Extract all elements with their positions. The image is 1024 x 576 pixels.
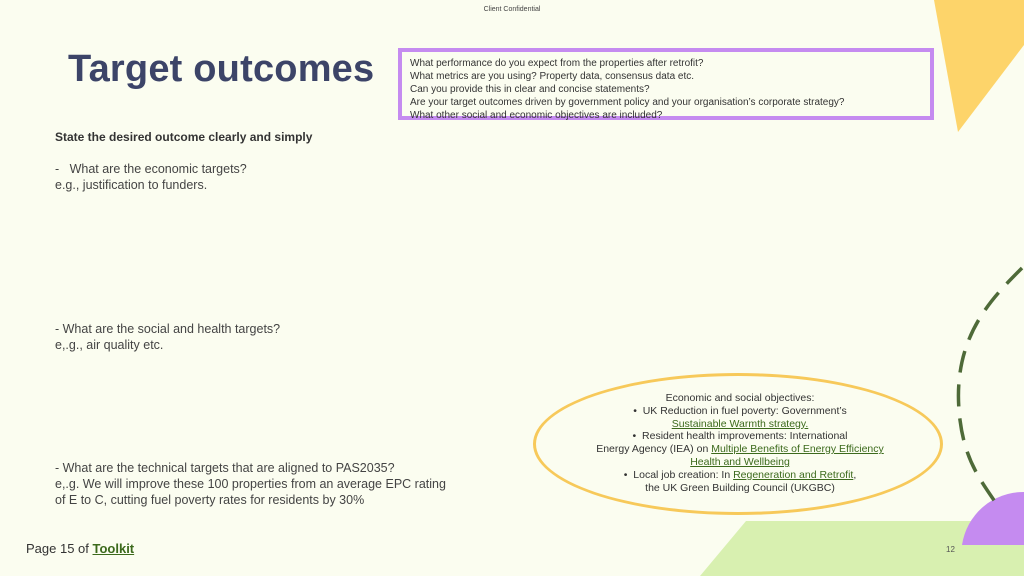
footer: [26, 541, 134, 556]
objectives-heading: Economic and social objectives:: [665, 392, 815, 404]
multiple-benefits-link[interactable]: Multiple Benefits of Energy Efficiency Health and Wellbeing: [690, 443, 884, 468]
sustainable-warmth-link[interactable]: Sustainable Warmth strategy.: [671, 417, 809, 430]
questions-box: [398, 48, 934, 120]
page-number: 12: [946, 545, 955, 554]
objectives-text: [590, 392, 890, 494]
objective-text: • Local job creation: In: [623, 468, 731, 481]
question-item: What other social and economic objectives are included?: [410, 110, 663, 121]
objective-fuel-poverty: [590, 405, 890, 418]
objective-text: • Resident health improvements: International: [632, 430, 848, 443]
technical-example-line: of E to C, cutting fuel poverty rates for residents by 30%: [55, 493, 365, 507]
economic-example: e.g., justification to funders.: [55, 178, 208, 192]
technical-targets: [55, 460, 446, 508]
economic-targets: [55, 161, 247, 193]
objective-text: • UK Reduction in fuel poverty: Government’s: [633, 404, 847, 417]
objective-health: [590, 430, 890, 443]
objective-text: the UK Green Building Council (UKGBC): [645, 481, 835, 494]
social-example: e,.g., air quality etc.: [55, 338, 164, 352]
section-subheading: State the desired outcome clearly and simply: [55, 130, 313, 144]
technical-example-line: e,.g. We will improve these 100 properties from an average EPC rating: [55, 477, 446, 491]
question-item: What metrics are you using? Property data, consensus data etc.: [410, 71, 695, 82]
toolkit-link[interactable]: Toolkit: [92, 541, 135, 556]
economic-question: - What are the economic targets?: [55, 162, 247, 176]
dashed-curve-shape: [958, 268, 1022, 506]
confidential-label: Client Confidential: [483, 6, 541, 13]
objective-text: Energy Agency (IEA) on: [596, 443, 709, 456]
footer-prefix: Page 15 of: [26, 541, 93, 556]
social-targets: [55, 321, 280, 353]
technical-question: - What are the technical targets that are aligned to PAS2035?: [55, 461, 395, 475]
page-title: Target outcomes: [68, 48, 375, 90]
question-item: What performance do you expect from the properties after retrofit?: [410, 58, 704, 69]
objective-jobs: [590, 469, 890, 482]
social-question: - What are the social and health targets?: [55, 322, 281, 336]
question-item: Can you provide this in clear and concise statements?: [410, 84, 650, 95]
objective-text: ,: [853, 468, 857, 481]
question-item: Are your target outcomes driven by government policy and your organisation’s corporate strategy?: [410, 97, 845, 108]
yellow-triangle-shape: [934, 0, 1024, 132]
regeneration-retrofit-link[interactable]: Regeneration and Retrofit: [733, 468, 854, 481]
